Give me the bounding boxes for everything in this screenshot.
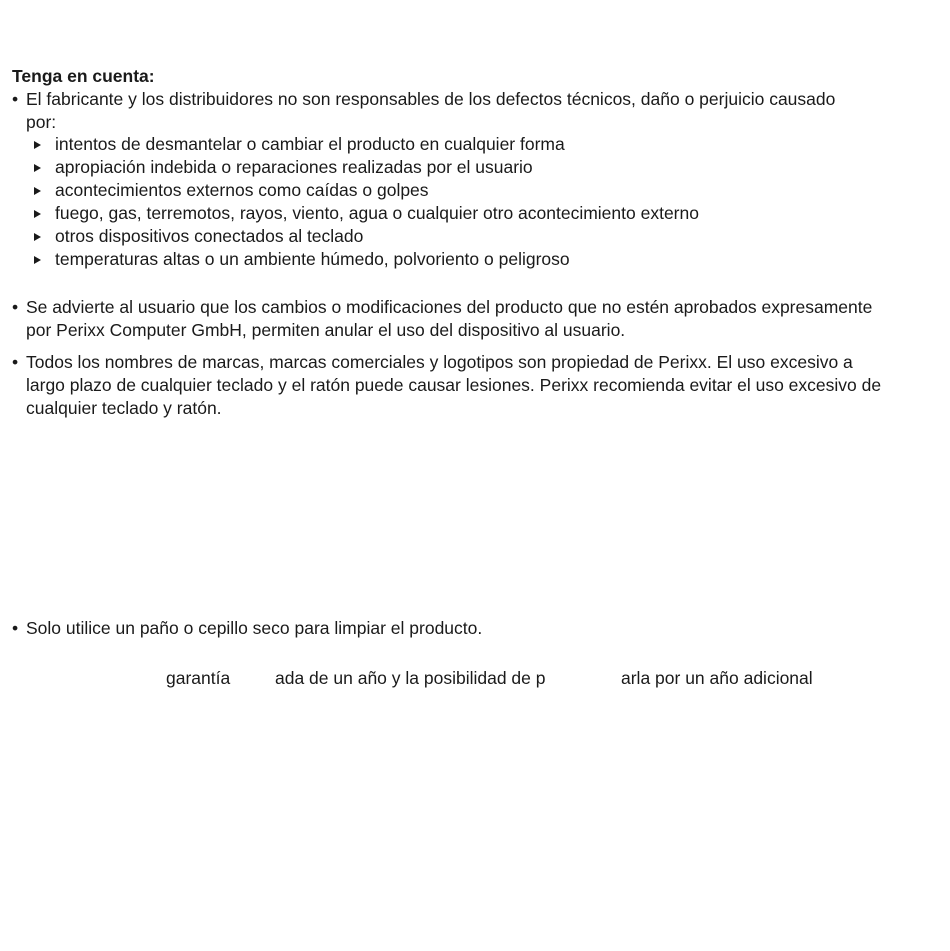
liability-text-line-2: por:	[26, 112, 57, 132]
notice-heading: Tenga en cuenta:	[12, 66, 155, 86]
sublist-item: apropiación indebida o reparaciones realizadas por el usuario	[34, 156, 699, 179]
warranty-fragment: ada de un año y la posibilidad de p	[275, 668, 546, 688]
warranty-fragment: arla por un año adicional	[621, 668, 813, 688]
liability-sublist	[34, 133, 699, 271]
liability-bullet	[12, 88, 948, 134]
bullet-dot: •	[12, 297, 19, 317]
modification-text-line-1: Se advierte al usuario que los cambios o modificaciones del producto que no estén aprobados expresamente	[26, 297, 873, 317]
trademark-text-line-2: largo plazo de cualquier teclado y el ratón puede causar lesiones. Perixx recomienda evitar el uso excesivo de	[26, 375, 882, 395]
triangle-bullet-icon	[34, 210, 41, 218]
cleaning-text-line-1: Solo utilice un paño o cepillo seco para limpiar el producto.	[26, 618, 483, 638]
trademark-text-line-3: cualquier teclado y ratón.	[26, 398, 222, 418]
sublist-item: acontecimientos externos como caídas o golpes	[34, 179, 699, 202]
cleaning-bullet	[12, 617, 948, 640]
warranty-fragment: garantía	[166, 668, 231, 688]
trademark-text-line-1: Todos los nombres de marcas, marcas comerciales y logotipos son propiedad de Perixx. El uso excesivo a	[26, 352, 853, 372]
triangle-bullet-icon	[34, 187, 41, 195]
trademark-bullet	[12, 351, 948, 420]
sublist-item: fuego, gas, terremotos, rayos, viento, agua o cualquier otro acontecimiento externo	[34, 202, 699, 225]
sublist-item: otros dispositivos conectados al teclado	[34, 225, 699, 248]
sublist-item: temperaturas altas o un ambiente húmedo, polvoriento o peligroso	[34, 248, 699, 271]
bullet-dot: •	[12, 618, 19, 638]
bullet-dot: •	[12, 89, 19, 109]
triangle-bullet-icon	[34, 233, 41, 241]
triangle-bullet-icon	[34, 141, 41, 149]
triangle-bullet-icon	[34, 256, 41, 264]
sublist-item: intentos de desmantelar o cambiar el producto en cualquier forma	[34, 133, 699, 156]
liability-text-line-1: El fabricante y los distribuidores no son responsables de los defectos técnicos, daño o perjuicio causado	[26, 89, 836, 109]
modification-text-line-2: por Perixx Computer GmbH, permiten anular el uso del dispositivo al usuario.	[26, 320, 626, 340]
modification-bullet	[12, 296, 948, 342]
triangle-bullet-icon	[34, 164, 41, 172]
bullet-dot: •	[12, 352, 19, 372]
